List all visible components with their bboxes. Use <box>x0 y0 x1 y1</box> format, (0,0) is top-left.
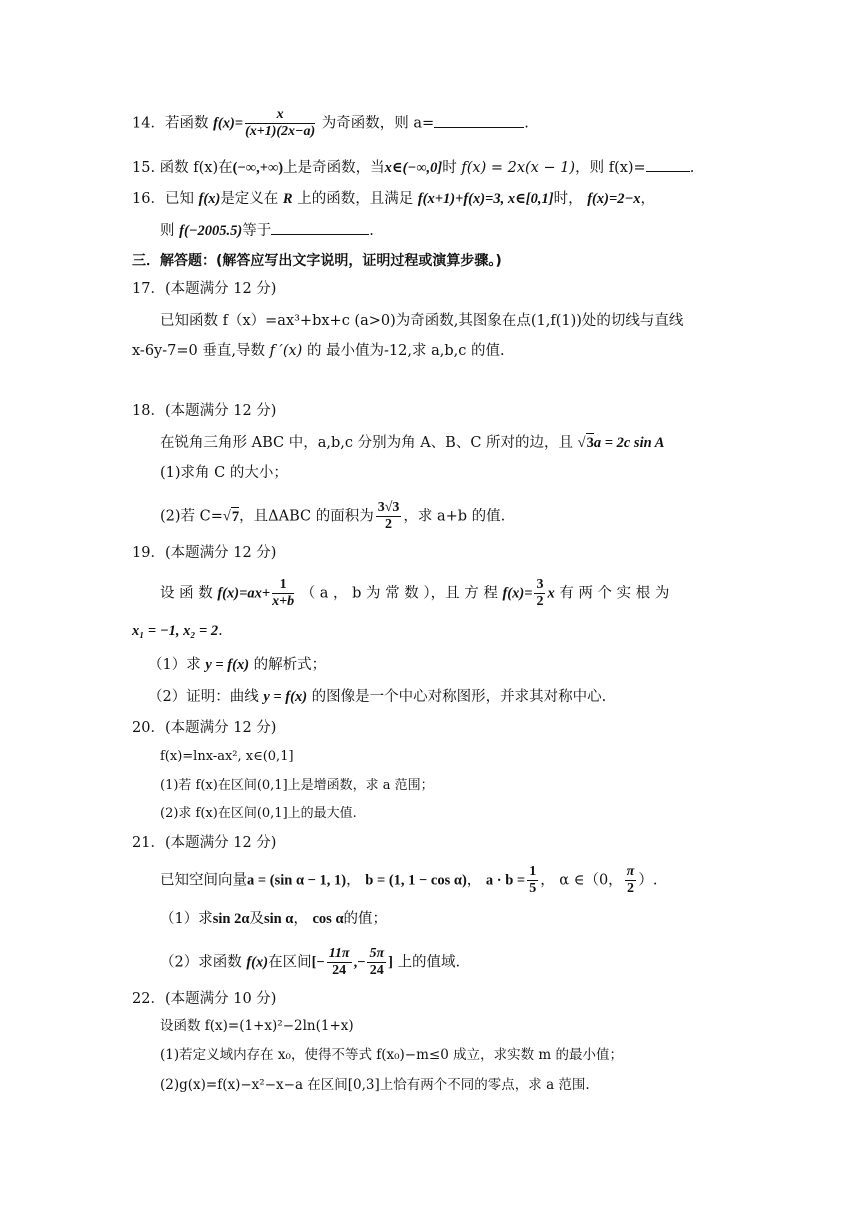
q15-mid2: 时 <box>442 160 457 176</box>
q21-interval-frac2 <box>367 946 386 979</box>
question-19-roots <box>132 622 223 640</box>
q19-part2-b: 的图像是一个中心对称图形，并求其对称中心. <box>311 689 607 705</box>
q16-fx: f(x) <box>198 191 221 207</box>
question-21-part2 <box>160 946 460 979</box>
q18-condition: a = 2c sin A <box>593 435 665 451</box>
q19-eq-fraction <box>534 577 545 610</box>
q21-sep2: ， <box>466 872 482 889</box>
question-18-header: 18．(本题满分 12 分) <box>132 403 277 419</box>
question-19-part2 <box>148 688 606 706</box>
q21-interval-close: ] <box>388 954 393 971</box>
q21-dot-den: 5 <box>529 881 537 897</box>
q19-eq-num: 3 <box>534 577 545 594</box>
q19-fx: f(x)=ax+ <box>217 585 271 602</box>
q21-sep1: ， <box>346 872 361 889</box>
q19-line1-a: 设 函 数 <box>160 585 213 602</box>
q16-end: ， <box>640 191 655 207</box>
q19-roots-end: . <box>218 623 223 639</box>
question-22-part1: (1)若定义域内存在 x₀，使得不等式 f(x₀)−m≤0 成立，求实数 m 的最小值； <box>160 1047 623 1063</box>
q21-pi-fraction <box>625 864 637 897</box>
q17-derivative: f ′(x) <box>269 343 303 359</box>
q21-part2-c: 上的值域. <box>397 954 461 971</box>
q14-end: . <box>524 115 529 132</box>
q17-line2-a: x-6y-7=0 垂直,导数 <box>132 343 265 359</box>
q14-numerator: x <box>245 107 315 124</box>
q21-part1-a: （1）求 <box>160 911 213 927</box>
q15-mid: 上是奇函数，当 <box>283 160 385 176</box>
q19-part1-a: （1）求 <box>148 657 201 673</box>
q21-line1-a: 已知空间向量 <box>160 872 247 889</box>
question-22-header: 22．(本题满分 10 分) <box>132 991 277 1007</box>
q21-dot-fraction <box>527 864 538 897</box>
question-20-line1: f(x)=lnx-ax², x∈(0,1] <box>160 749 294 764</box>
question-20-part2: (2)求 f(x)在区间(0,1]上的最大值. <box>160 806 357 821</box>
q21-pi-den: 2 <box>627 881 634 897</box>
question-18-part1: (1)求角 C 的大小； <box>160 465 288 481</box>
question-19-header: 19．(本题满分 12 分) <box>132 545 277 561</box>
q15-cond: x∈(−∞,0] <box>384 160 443 176</box>
question-17-line1: 已知函数 f（x）=ax³+bx+c (a>0)为奇函数,其图象在点(1,f(1))处的切线与直线 <box>160 313 684 329</box>
q21-vec-a: a = (sin α − 1, 1) <box>247 872 347 889</box>
q15-end: . <box>689 160 695 176</box>
q16-mid2: 上的函数，且满足 <box>297 191 414 207</box>
q21-part2-a: （2）求函数 <box>160 954 242 971</box>
q16-line2-prefix: 则 <box>160 223 175 239</box>
q21-dot: a · b = <box>485 872 526 889</box>
q18-line1-a: 在锐角三角形 ABC 中，a,b,c 分别为角 A、B、C 所对的边，且 <box>160 435 574 451</box>
question-20-part1: (1)若 f(x)在区间(0,1]上是增函数，求 a 范围； <box>160 778 434 793</box>
q21-part1-c: ， <box>293 911 308 927</box>
q19-frac-den: x+b <box>272 594 295 610</box>
question-15 <box>132 158 694 177</box>
q16-line2-end: . <box>369 223 374 239</box>
q19-fraction <box>272 577 294 610</box>
q19-part1-expr: y = f(x) <box>205 657 250 673</box>
question-22-line1: 设函数 f(x)=(1+x)²−2ln(1+x) <box>160 1018 354 1034</box>
q16-rule: f(x)=2−x <box>587 191 641 207</box>
q19-line1-c: 有 两 个 实 根 为 <box>559 585 670 602</box>
question-16-line1 <box>132 190 655 208</box>
question-21-header: 21．(本题满分 12 分) <box>132 835 277 851</box>
q21-interval-open: [− <box>311 954 325 971</box>
q18-part2-a: (2)若 C= <box>160 508 223 525</box>
q21-interval-sep: ,− <box>353 954 366 971</box>
q19-frac-num: 1 <box>272 577 294 594</box>
q16-cond: f(x+1)+f(x)=3, x∈[0,1] <box>417 191 554 207</box>
question-18-line1 <box>160 433 664 452</box>
q21-pi-num: π <box>625 864 637 881</box>
q18-sqrt-sign: √ <box>577 435 586 451</box>
question-16-line2 <box>160 221 374 240</box>
question-19-line1 <box>160 577 669 610</box>
q15-suffix: ，则 f(x)= <box>575 160 646 176</box>
q14-suffix: 为奇函数，则 a= <box>321 115 435 132</box>
q21-part1-expr3: cos α <box>312 911 344 927</box>
q16-R: R <box>282 191 293 207</box>
section-3-heading: 三．解答题：(解答应写出文字说明，证明过程或演算步骤。) <box>132 253 502 269</box>
q21-part1-expr: sin 2α <box>212 911 250 927</box>
q15-prefix: 15. 函数 f(x)在 <box>132 160 233 176</box>
q21-line1-c: ）. <box>638 872 658 889</box>
q19-part2-a: （2）证明：曲线 <box>148 689 259 705</box>
q15-interval: (−∞,+∞) <box>232 160 284 176</box>
question-19-part1 <box>148 656 326 674</box>
q19-eq: f(x)= <box>502 585 533 602</box>
q19-line1-b: （ a ， b 为 常 数 ），且 方 程 <box>300 585 498 602</box>
q16-expr: f(−2005.5) <box>179 223 243 239</box>
question-17-header: 17．(本题满分 12 分) <box>132 281 277 297</box>
q15-answer-blank[interactable] <box>646 158 690 172</box>
q21-part1-b: 及 <box>249 911 264 927</box>
q16-line2-mid: 等于 <box>242 223 272 239</box>
q18-sqrt7: 7 <box>231 508 240 525</box>
q21-vec-b: b = (1, 1 − cos α) <box>365 872 467 889</box>
q16-answer-blank[interactable] <box>271 221 369 235</box>
q21-part2-b: 在区间 <box>268 954 312 971</box>
question-20-header: 20．(本题满分 12 分) <box>132 720 277 736</box>
question-22-part2: (2)g(x)=f(x)−x²−x−a 在区间[0,3]上恰有两个不同的零点，求 a 范围. <box>160 1077 590 1093</box>
q19-roots: x₁ = −1, x₂ = 2 <box>132 623 219 639</box>
q14-fx: f(x)= <box>213 115 244 132</box>
q19-eq-den: 2 <box>536 594 544 610</box>
question-14 <box>132 107 529 140</box>
q19-part2-expr: y = f(x) <box>263 689 308 705</box>
q21-part2-fx: f(x) <box>246 954 269 971</box>
q21-i2-num: 5π <box>367 946 386 963</box>
q15-rule: f(x) = 2x(x − 1) <box>461 160 576 176</box>
q18-sqrt3: 3 <box>586 435 594 451</box>
q16-prefix: 16．已知 <box>132 191 194 207</box>
q18-part2-b: ，且ΔABC 的面积为 <box>239 508 374 525</box>
q14-fraction <box>245 107 315 140</box>
q21-line1-b: ， α ∈（0， <box>540 872 623 889</box>
q21-i1-num: 11π <box>327 946 352 963</box>
question-21-part1 <box>160 910 387 928</box>
question-18-part2 <box>160 500 505 533</box>
q14-prefix: 14．若函数 <box>132 115 209 132</box>
q18-area-den: 2 <box>385 517 393 533</box>
question-21-line1 <box>160 864 657 897</box>
q18-area-num: 3√3 <box>376 500 402 517</box>
q16-mid3: 时， <box>553 191 583 207</box>
q21-i1-den: 24 <box>332 963 347 979</box>
q19-eq-x: x <box>547 585 555 602</box>
question-17-line2 <box>132 342 505 360</box>
q19-part1-b: 的解析式； <box>253 657 327 673</box>
q18-area-fraction <box>376 500 402 533</box>
q14-answer-blank[interactable] <box>434 114 524 128</box>
q16-mid: 是定义在 <box>220 191 279 207</box>
q17-line2-b: 的 最小值为-12,求 a,b,c 的值. <box>306 343 505 359</box>
q21-dot-num: 1 <box>527 864 538 881</box>
q21-part1-expr2: sin α <box>263 911 294 927</box>
q21-part1-d: 的值； <box>343 911 388 927</box>
q21-i2-den: 24 <box>369 963 384 979</box>
q18-part2-c: ，求 a+b 的值. <box>403 508 506 525</box>
q21-interval-frac1 <box>327 946 352 979</box>
q18-sqrt-sign-2: √ <box>222 508 231 525</box>
q14-denominator: (x+1)(2x−a) <box>245 124 316 140</box>
